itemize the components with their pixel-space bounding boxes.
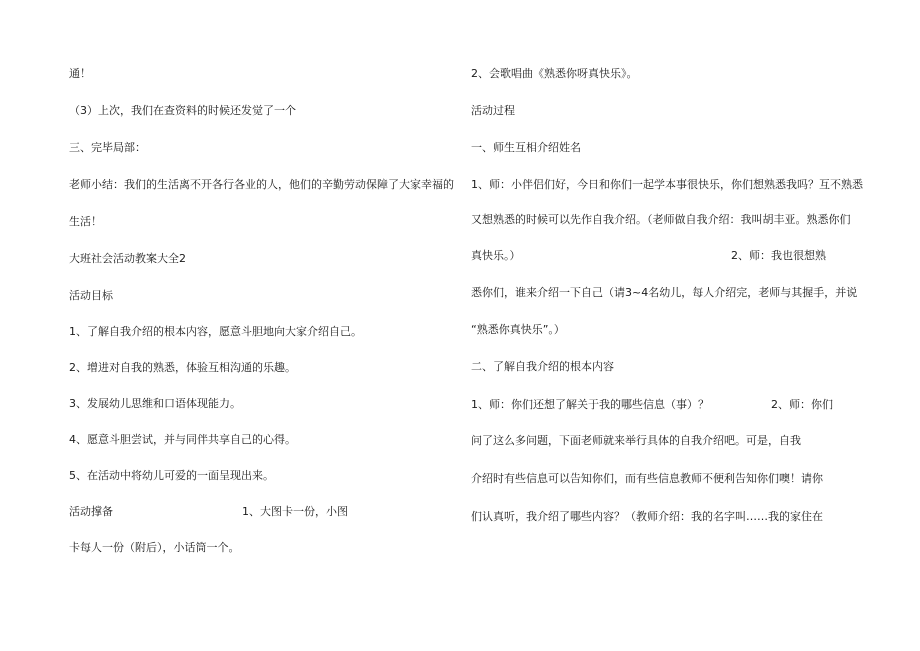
list-item: 3、发展幼儿思维和口语体现能力。 (69, 397, 241, 410)
list-item: 2、增进对自我的熟悉，体验互相沟通的乐趣。 (69, 361, 296, 374)
text-line: 2、师：我也很想熟 (731, 249, 826, 262)
text-line: 卡每人一份（附后），小话筒一个。 (69, 541, 240, 554)
section-heading: 三、完毕局部： (69, 141, 146, 154)
list-item: 5、在活动中将幼儿可爱的一面呈现出来。 (69, 469, 274, 482)
text-line: 1、师：小伴侣们好，今日和你们一起学本事很快乐，你们想熟悉我吗？互不熟悉 (471, 178, 863, 191)
text-line: 老师小结：我们的生活离不开各行各业的人，他们的辛勤劳动保障了大家幸福的 (69, 178, 454, 191)
text-line: 通！ (69, 67, 91, 80)
text-line: 问了这么多问题，下面老师就来举行具体的自我介绍吧。可是，自我 (471, 434, 801, 447)
list-item: 1、了解自我介绍的根本内容，愿意斗胆地向大家介绍自己。 (69, 325, 362, 338)
section-heading: 活动撑备 (69, 505, 113, 518)
text-line: 生活！ (69, 215, 102, 228)
text-line: “熟悉你真快乐”。） (471, 323, 565, 336)
text-line: （3）上次，我们在查资料的时候还发觉了一个 (69, 104, 296, 117)
text-line: 真快乐。） (471, 249, 521, 262)
section-heading: 活动目标 (69, 289, 113, 302)
text-line: 介绍时有些信息可以告知你们，而有些信息教师不便利告知你们噢！请你 (471, 472, 823, 485)
text-line: 1、师：你们还想了解关于我的哪些信息（事）？ (471, 398, 709, 411)
text-line: 2、师：你们 (771, 398, 833, 411)
text-line: 悉你们，谁来介绍一下自己（请3~4名幼儿，每人介绍完，老师与其握手，并说 (471, 286, 858, 299)
list-item: 2、会歌唱曲《熟悉你呀真快乐》。 (471, 67, 638, 80)
text-line: 们认真听，我介绍了哪些内容？（教师介绍：我的名字叫……我的家住在 (471, 510, 823, 523)
list-item: 4、愿意斗胆尝试，并与同伴共享自己的心得。 (69, 433, 296, 446)
section-heading: 二、了解自我介绍的根本内容 (471, 360, 614, 373)
list-item: 1、大图卡一份，小图 (242, 505, 348, 518)
section-heading: 一、师生互相介绍姓名 (471, 141, 581, 154)
text-line: 又想熟悉的时候可以先作自我介绍。（老师做自我介绍：我叫胡丰亚。熟悉你们 (471, 213, 851, 226)
document-title: 大班社会活动教案大全2 (69, 252, 186, 265)
section-heading: 活动过程 (471, 104, 515, 117)
